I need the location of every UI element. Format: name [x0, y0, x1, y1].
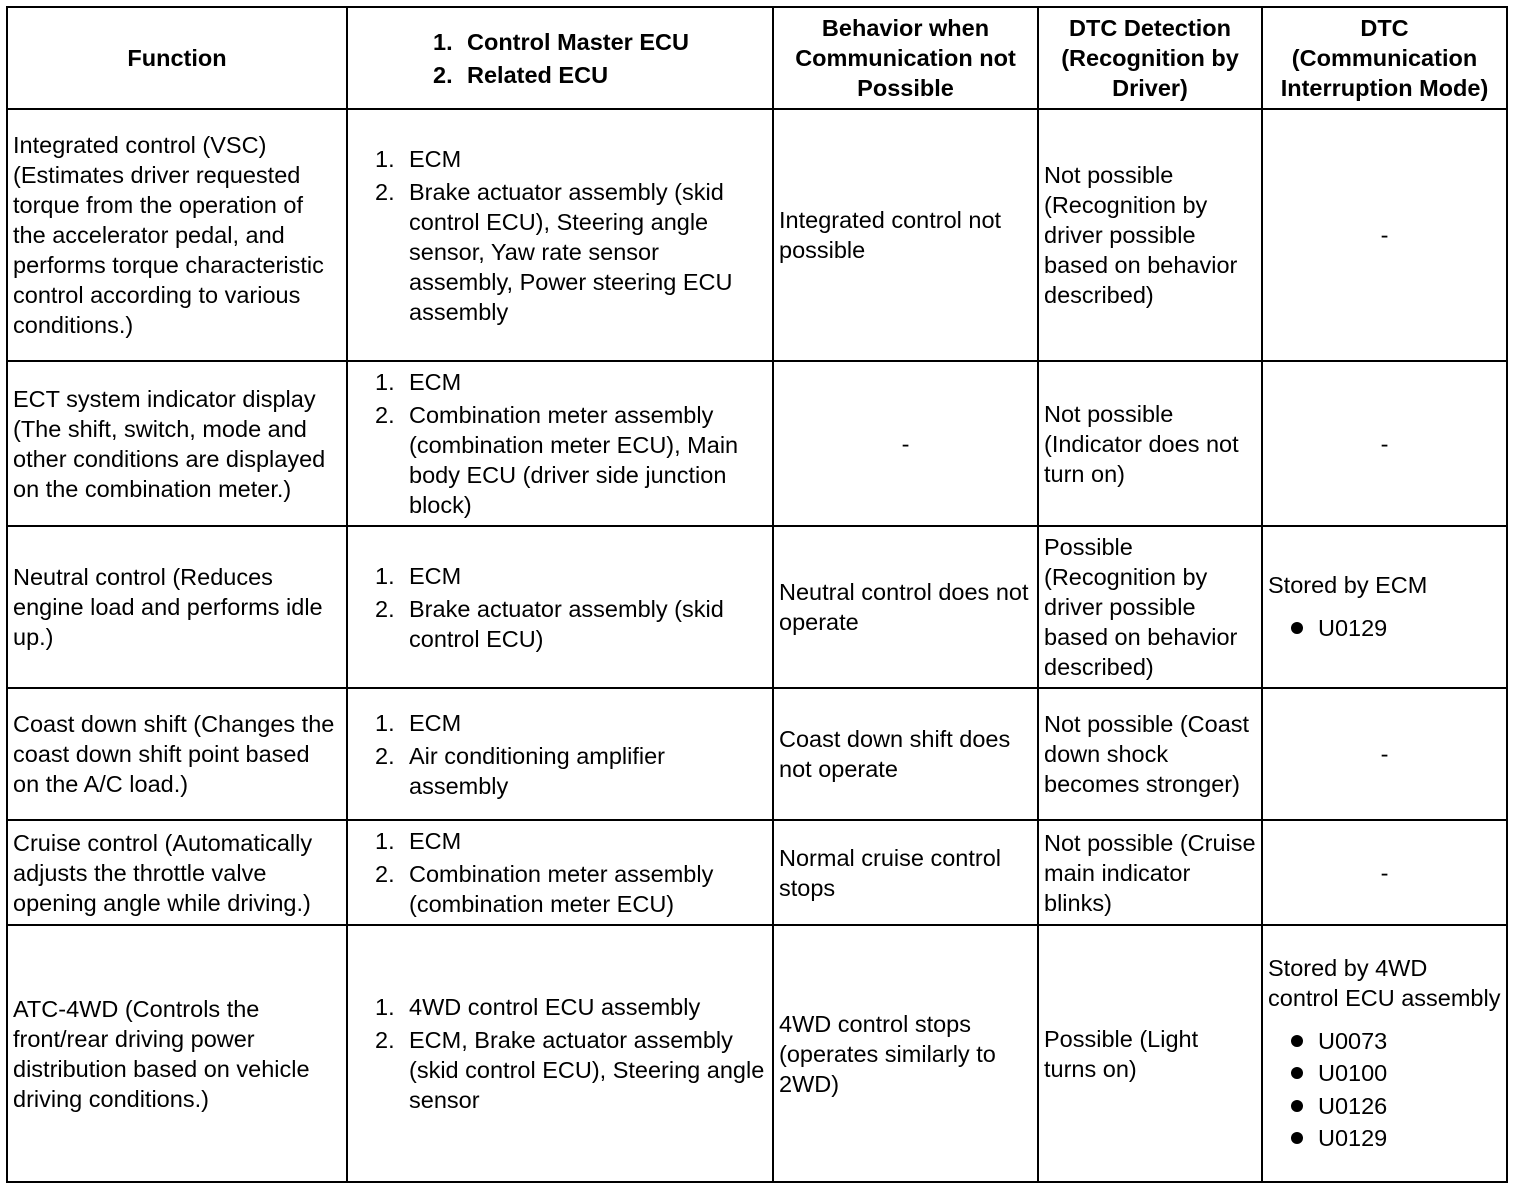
detection-cell: Possible (Recognition by driver possible based on behavior described): [1038, 526, 1262, 688]
dtc-cell: [1262, 526, 1507, 688]
ecu-cell: [347, 526, 773, 688]
header-behavior: Behavior when Communication not Possible: [773, 7, 1038, 109]
table-body: [7, 109, 1507, 1182]
dtc-text: -: [1380, 859, 1389, 886]
ecu-list: [353, 561, 767, 654]
master-ecu-item: 1. 4WD control ECU assembly: [375, 994, 701, 1020]
header-ecu-item-1: 1. Control Master ECU: [433, 28, 689, 55]
header-dtc: DTC (Communication Interruption Mode): [1262, 7, 1507, 109]
ecu-cell: [347, 820, 773, 925]
header-ecu-item-2: 2. Related ECU: [433, 61, 609, 88]
table-row: [7, 925, 1507, 1182]
behavior-cell: Integrated control not possible: [773, 109, 1038, 361]
detection-cell: Not possible (Indicator does not turn on): [1038, 361, 1262, 526]
behavior-cell: Neutral control does not operate: [773, 526, 1038, 688]
function-cell: ECT system indicator display (The shift, switch, mode and other conditions are displayed on the combination meter.): [7, 361, 347, 526]
master-ecu-item: 1. ECM: [375, 562, 462, 589]
master-ecu: ECM: [409, 828, 462, 854]
detection-cell: Not possible (Recognition by driver possible based on behavior described): [1038, 109, 1262, 361]
master-ecu: 4WD control ECU assembly: [409, 994, 701, 1020]
related-ecu: Combination meter assembly (combination meter ECU): [409, 861, 714, 917]
dtc-code: U0100: [1288, 1057, 1501, 1090]
dtc-text: -: [1380, 222, 1389, 248]
function-cell: Cruise control (Automatically adjusts the throttle valve opening angle while driving.): [7, 820, 347, 925]
dtc-code-list: [1268, 612, 1501, 645]
related-ecu: Brake actuator assembly (skid control ECU): [409, 595, 724, 652]
master-ecu: ECM: [409, 369, 462, 395]
table-row: [7, 688, 1507, 820]
behavior-cell: Coast down shift does not operate: [773, 688, 1038, 820]
related-ecu-item: 2. Combination meter assembly (combination meter ECU), Main body ECU (driver side junction block): [375, 402, 739, 518]
header-detection: DTC Detection (Recognition by Driver): [1038, 7, 1262, 109]
behavior-cell: -: [773, 361, 1038, 526]
dtc-cell: [1262, 109, 1507, 361]
dtc-text: Stored by 4WD control ECU assembly: [1268, 954, 1501, 1011]
dtc-text: -: [1380, 430, 1389, 457]
related-ecu: Combination meter assembly (combination meter ECU), Main body ECU (driver side junction block): [409, 402, 739, 518]
table-row: [7, 361, 1507, 526]
function-cell: Integrated control (VSC) (Estimates driver requested torque from the operation of the accelerator pedal, and performs torque characteristic control according to various conditions.): [7, 109, 347, 361]
dtc-code-list: [1268, 1025, 1501, 1155]
function-cell: ATC-4WD (Controls the front/rear driving power distribution based on vehicle driving conditions.): [7, 925, 347, 1182]
ecu-list: [353, 144, 767, 327]
master-ecu: ECM: [409, 145, 462, 172]
dtc-text: Stored by ECM: [1268, 571, 1428, 598]
header-function: Function: [7, 7, 347, 109]
function-cell: Neutral control (Reduces engine load and performs idle up.): [7, 526, 347, 688]
header-ecu-list: [353, 27, 767, 90]
dtc-code: U0129: [1288, 1122, 1501, 1155]
ecu-list: [353, 367, 767, 520]
master-ecu-item: 1. ECM: [375, 709, 462, 736]
master-ecu: ECM: [409, 709, 462, 736]
ecu-communication-table: [6, 6, 1508, 1183]
related-ecu-item: 2. Brake actuator assembly (skid control ECU): [375, 595, 724, 652]
dtc-cell: [1262, 925, 1507, 1182]
dtc-cell: [1262, 820, 1507, 925]
dtc-code: U0129: [1288, 612, 1501, 645]
master-ecu-item: 1. ECM: [375, 145, 462, 172]
dtc-cell: [1262, 361, 1507, 526]
header-ecu: [347, 7, 773, 109]
ecu-list: [353, 826, 767, 919]
ecu-cell: [347, 361, 773, 526]
behavior-cell: 4WD control stops (operates similarly to 2WD): [773, 925, 1038, 1182]
master-ecu: ECM: [409, 562, 462, 589]
master-ecu-item: 1. ECM: [375, 369, 462, 395]
ecu-cell: [347, 109, 773, 361]
related-ecu-item: 2. Combination meter assembly (combination meter ECU): [375, 861, 714, 917]
dtc-code: U0126: [1288, 1090, 1501, 1123]
header-ecu-item-2-text: Related ECU: [467, 61, 609, 88]
related-ecu: Air conditioning amplifier assembly: [409, 742, 666, 799]
related-ecu: Brake actuator assembly (skid control ECU), Steering angle sensor, Yaw rate sensor assembly, Power steering ECU assembly: [409, 178, 733, 325]
related-ecu: ECM, Brake actuator assembly (skid control ECU), Steering angle sensor: [409, 1027, 765, 1113]
table-row: [7, 526, 1507, 688]
related-ecu-item: 2. ECM, Brake actuator assembly (skid control ECU), Steering angle sensor: [375, 1027, 765, 1113]
header-row: [7, 7, 1507, 109]
detection-cell: Possible (Light turns on): [1038, 925, 1262, 1182]
table-row: [7, 109, 1507, 361]
ecu-cell: [347, 688, 773, 820]
dtc-text: -: [1380, 741, 1389, 767]
header-ecu-item-1-text: Control Master ECU: [467, 28, 689, 55]
dtc-cell: [1262, 688, 1507, 820]
behavior-cell: Normal cruise control stops: [773, 820, 1038, 925]
dtc-code: U0073: [1288, 1025, 1501, 1058]
table-row: [7, 820, 1507, 925]
ecu-list: [353, 708, 767, 801]
related-ecu-item: 2. Air conditioning amplifier assembly: [375, 742, 666, 799]
detection-cell: Not possible (Cruise main indicator blinks): [1038, 820, 1262, 925]
function-cell: Coast down shift (Changes the coast down shift point based on the A/C load.): [7, 688, 347, 820]
ecu-list: [353, 992, 767, 1115]
ecu-cell: [347, 925, 773, 1182]
related-ecu-item: 2. Brake actuator assembly (skid control ECU), Steering angle sensor, Yaw rate sensor assembly, Power steering ECU assembly: [375, 178, 733, 325]
master-ecu-item: 1. ECM: [375, 828, 462, 854]
detection-cell: Not possible (Coast down shock becomes stronger): [1038, 688, 1262, 820]
